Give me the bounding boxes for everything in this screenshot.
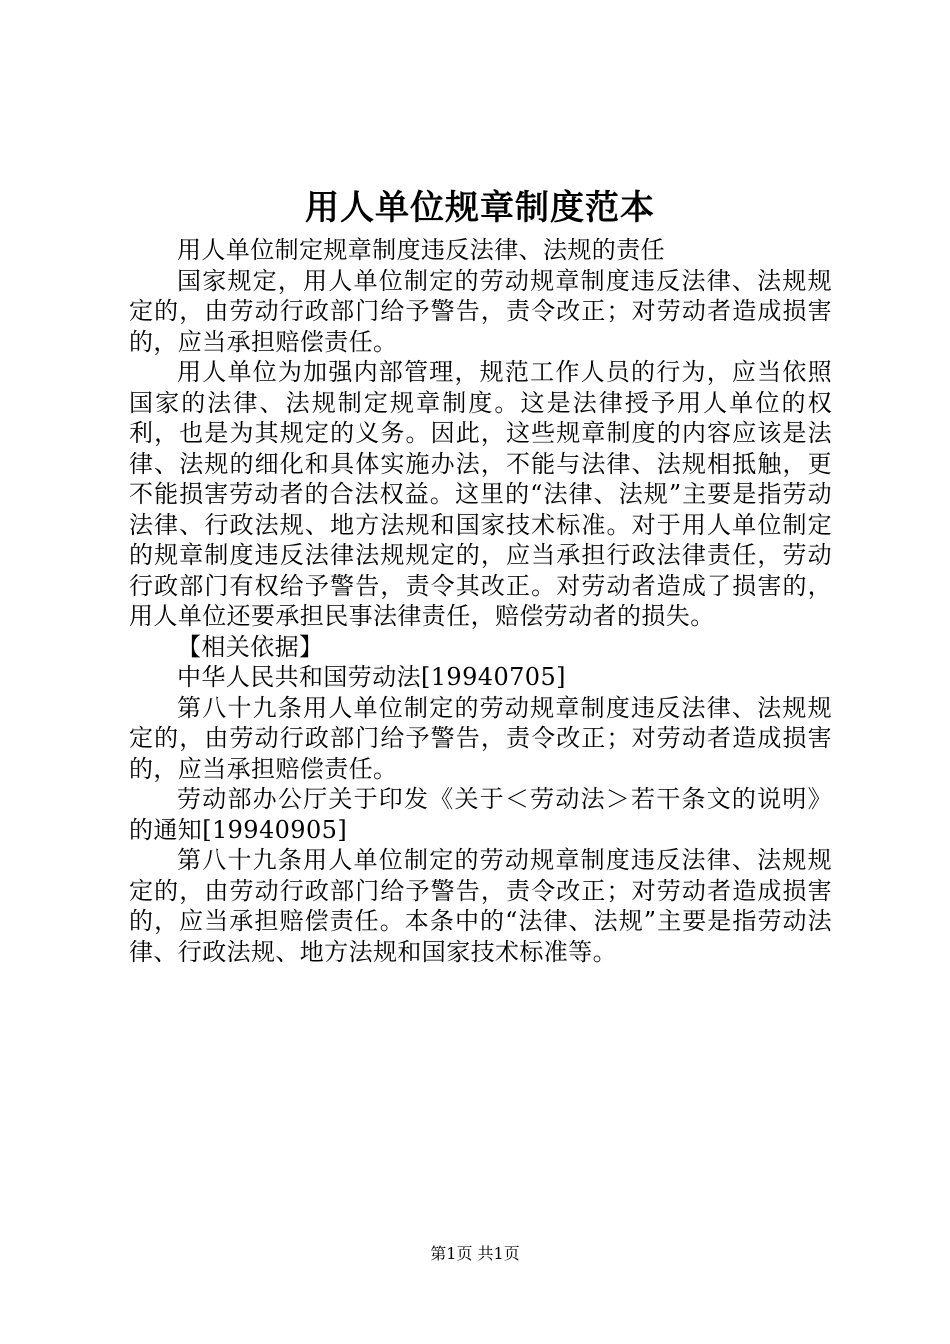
document-title: 用人单位规章制度范本: [305, 188, 655, 228]
section-label: 【相关依据】: [177, 632, 324, 661]
law-reference: 中华人民共和国劳动法[19940705]: [177, 663, 566, 691]
paragraph-heading: 用人单位制定规章制度违反法律、法规的责任: [177, 236, 665, 264]
document-body: [129, 235, 832, 967]
paragraph: 第八十九条用人单位制定的劳动规章制度违反法律、法规规定的，由劳动行政部门给予警告，责令改正；对劳动者造成损害的，应当承担赔偿责任。本条中的“法律、法规”主要是指劳动法律、行政法规、地方法规和国家技术标准等。: [129, 846, 832, 966]
paragraph: 第八十九条用人单位制定的劳动规章制度违反法律、法规规定的，由劳动行政部门给予警告，责令改正；对劳动者造成损害的，应当承担赔偿责任。: [129, 693, 832, 783]
paragraph: 用人单位为加强内部管理，规范工作人员的行为，应当依照国家的法律、法规制定规章制度。这是法律授予用人单位的权利，也是为其规定的义务。因此，这些规章制度的内容应该是法律、法规的细化和具体实施办法，不能与法律、法规相抵触，更不能损害劳动者的合法权益。这里的“法律、法规”主要是指劳动法律、行政法规、地方法规和国家技术标准。对于用人单位制定的规章制度违反法律法规规定的，应当承担行政法律责任，劳动行政部门有权给予警告，责令其改正。对劳动者造成了损害的，用人单位还要承担民事法律责任，赔偿劳动者的损失。: [129, 358, 832, 630]
paragraph: 国家规定，用人单位制定的劳动规章制度违反法律、法规规定的，由劳动行政部门给予警告，责令改正；对劳动者造成损害的，应当承担赔偿责任。: [129, 266, 832, 356]
law-reference: 劳动部办公厅关于印发《关于＜劳动法＞若干条文的说明》的通知[19940905]: [129, 785, 832, 844]
page-footer: 第1页 共1页: [430, 1244, 520, 1263]
